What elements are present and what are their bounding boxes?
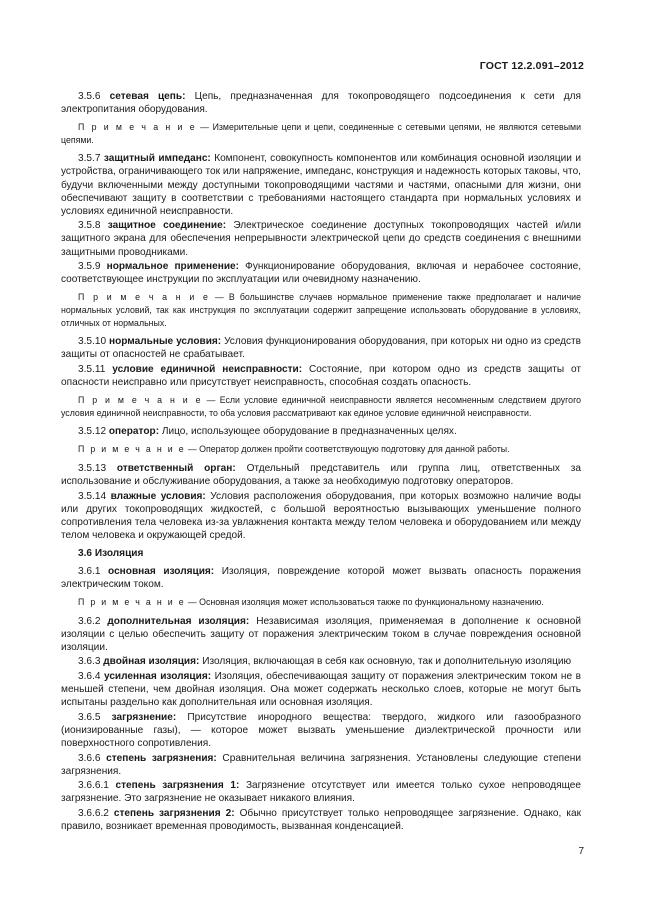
note-text: — В большинстве случаев нормальное применение также предполагает и наличие нормальных условий, так как инструкция по эксплуатации содержит запрещение использовать оборудование в условиях, отличных от нормальных. (61, 292, 581, 328)
clause-number: 3.6.2 (78, 615, 101, 627)
defined-term: влажные условия: (110, 490, 206, 502)
note-paragraph (61, 443, 581, 456)
document-body (61, 90, 581, 835)
definition-paragraph (61, 152, 581, 217)
note-label: П р и м е ч а н и е (78, 122, 197, 133)
defined-term: степень загрязнения 2: (113, 808, 235, 819)
defined-term: усиленная изоляция: (103, 671, 212, 683)
definition-text: Условия расположения оборудования, при которых возможно наличие воды или других токопроводящих жидкостей, с большой вероятностью вызывающих уменьшение полного сопротивления тела человека из-за увлажнения контакта между телом человека и оборудованием или между телом человека и окружающей средой. (61, 490, 581, 541)
definition-text: Загрязнение отсутствует или имеется только сухое непроводящее загрязнение. Это загрязнение не оказывает никакого влияния. (61, 780, 581, 805)
definition-paragraph (61, 807, 581, 833)
defined-term: дополнительная изоляция: (107, 615, 250, 627)
clause-number: 3.6.5 (78, 711, 101, 723)
definition-paragraph (61, 219, 581, 258)
note-label: П р и м е ч а н и е (78, 394, 203, 405)
note-label: П р и м е ч а н и е (78, 597, 186, 608)
definition-paragraph (61, 462, 581, 488)
definition-text: Сравнительная величина загрязнения. Установлены следующие степени загрязнения. (61, 752, 581, 777)
note-paragraph (61, 394, 581, 419)
defined-term: ответственный орган: (116, 462, 236, 474)
note-text: — Если условие единичной неисправности является несомненным следствием другого условия единичной неисправности, то оба условия рассматривают как единое условие единичной неисправности. (61, 394, 581, 418)
note-label: П р и м е ч а н и е (78, 292, 210, 303)
defined-term: защитное соединение: (107, 220, 227, 232)
note-label: П р и м е ч а н и е (78, 444, 186, 455)
definition-text: Электрическое соединение доступных токопроводящих частей и/или защитного экрана для обеспечения непрерывности электрической цепи до средств соединения с внешними защитными проводниками. (61, 220, 581, 258)
definition-text: Независимая изоляция, применяемая в дополнение к основной изоляции с целью обеспечить защиту от поражения электрическим током в случае повреждения основной изоляции. (61, 615, 581, 653)
definition-text: Цепь, предназначенная для токопроводящего подсоединения к сети для электропитания оборудования. (61, 91, 582, 116)
definition-text: Функционирование оборудования, включая и нерабочее состояние, соответствующее инструкции по эксплуатации или очевидному назначению. (61, 261, 582, 286)
defined-term: нормальное применение: (106, 261, 240, 273)
definition-text: Отдельный представитель или группа лиц, ответственных за использование и обслуживание оборудования, а также за необходимую подготовку операторов. (61, 462, 582, 487)
standard-header: ГОСТ 12.2.091–2012 (479, 60, 584, 72)
definition-paragraph (61, 655, 581, 668)
defined-term: основная изоляция: (108, 565, 215, 577)
clause-number: 3.6.3 (78, 656, 101, 668)
section-title: 3.6 Изоляция (78, 547, 144, 559)
defined-term: загрязнение: (111, 711, 177, 723)
definition-text: Изоляция, включающая в себя как основную, так и дополнительную изоляцию (202, 656, 572, 668)
definition-text: Присутствие инородного вещества: твердого, жидкого или газообразного (ионизированные газы), — которое может вызвать уменьшение диэлектрической прочности или поверхностного сопротивления. (61, 711, 581, 750)
definition-paragraph (61, 779, 581, 805)
clause-number: 3.5.12 (78, 426, 107, 438)
definition-paragraph (61, 670, 581, 709)
definition-paragraph (61, 615, 581, 654)
definition-paragraph (61, 335, 581, 361)
clause-number: 3.6.6.1 (78, 780, 109, 792)
definition-text: Изоляция, обеспечивающая защиту от поражения электрическим током не в меньшей степени, чем двойная изоляция. Она может содержать несколько слоев, которые не могут быть испытаны раздельно как дополнительная или основная изоляция. (61, 671, 581, 709)
clause-number: 3.5.13 (78, 462, 107, 474)
note-paragraph (61, 121, 581, 146)
definition-text: Состояние, при котором одно из средств защиты от опасности неисправно или присутствует неисправность, способная создать опасность. (61, 363, 581, 388)
definition-paragraph (61, 490, 581, 542)
page-number: 7 (578, 846, 584, 857)
clause-number: 3.6.4 (78, 671, 101, 683)
definition-paragraph (61, 363, 581, 389)
definition-text: Изоляция, повреждение которой может вызвать опасность поражения электрическим током. (61, 565, 581, 590)
note-text: — Измерительные цепи и цепи, соединенные с сетевыми цепями, не являются сетевыми цепями. (61, 122, 581, 145)
clause-number: 3.6.6.2 (78, 808, 109, 819)
definition-paragraph (61, 752, 581, 778)
clause-number: 3.5.8 (78, 220, 101, 232)
clause-number: 3.6.6 (78, 752, 101, 764)
clause-number: 3.5.14 (78, 490, 107, 502)
clause-number: 3.5.9 (78, 261, 101, 273)
clause-number: 3.5.6 (78, 91, 101, 102)
note-text: — Оператор должен пройти соответствующую подготовку для данной работы. (187, 444, 510, 455)
defined-term: нормальные условия: (108, 336, 222, 348)
defined-term: степень загрязнения: (106, 752, 217, 764)
definition-text: Обычно присутствует только непроводящее загрязнение. Однако, как правило, возникает временная проводимость, вызванная конденсацией. (61, 808, 581, 833)
clause-number: 3.5.7 (78, 153, 101, 165)
definition-paragraph (61, 711, 581, 750)
definition-paragraph (61, 565, 581, 591)
clause-number: 3.5.11 (78, 363, 106, 375)
defined-term: защитный импеданс: (103, 153, 211, 165)
note-text: — Основная изоляция может использоваться также по функциональному назначению. (187, 597, 544, 608)
defined-term: оператор: (108, 426, 160, 438)
definition-paragraph (61, 260, 581, 286)
clause-number: 3.5.10 (78, 336, 107, 348)
clause-number: 3.6.1 (78, 565, 101, 577)
note-paragraph (61, 596, 581, 609)
definition-text: Лицо, использующее оборудование в предназначенных целях. (161, 426, 457, 438)
defined-term: двойная изоляция: (103, 656, 200, 668)
definition-paragraph (61, 425, 581, 438)
definition-text: Условия функционирования оборудования, при которых ни одно из средств защиты от опасностей не срабатывает. (61, 336, 582, 361)
defined-term: степень загрязнения 1: (115, 780, 240, 792)
defined-term: условие единичной неисправности: (112, 363, 303, 375)
defined-term: сетевая цепь: (109, 91, 186, 102)
definition-text: Компонент, совокупность компонентов или комбинация основной изоляции и устройства, ограничивающего ток или напряжение, импеданс, конструкция и надежность которых таковы, что, будучи включенными между доступными токопроводящими частями и частями, опасными для жизни, они обеспечивают защиту в соответствии с требованиями настоящего стандарта при нормальных условиях и условиях единичной неисправности. (61, 153, 581, 217)
definition-paragraph (61, 90, 581, 116)
note-paragraph (61, 291, 581, 329)
